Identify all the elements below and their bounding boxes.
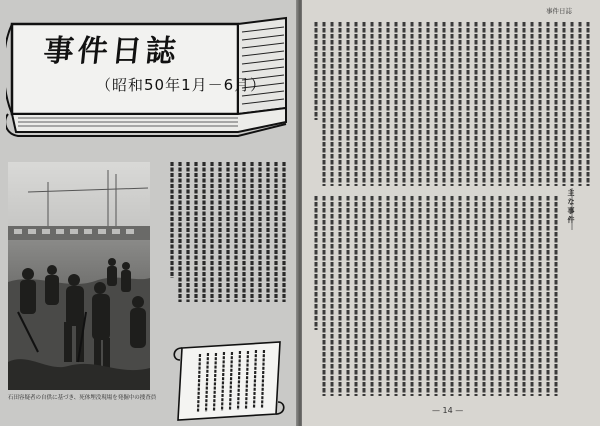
photo-caption: 石田容疑者の自供に基づき、死体埋没現場を発掘中の捜査員 [8, 395, 157, 401]
scroll-graphic [168, 338, 288, 422]
page-number: — 14 — [432, 406, 464, 415]
section-heading: 主な事件 [567, 189, 575, 224]
body-text-columns [302, 0, 600, 426]
excavation-photo [8, 162, 150, 390]
intro-text-block [154, 158, 292, 306]
page-subtitle: （昭和50年1月－6月） [96, 76, 267, 94]
left-page [0, 0, 298, 426]
right-page [302, 0, 600, 426]
page-title: 事件日誌 [41, 34, 182, 69]
running-header: 事件日誌 [546, 7, 572, 15]
